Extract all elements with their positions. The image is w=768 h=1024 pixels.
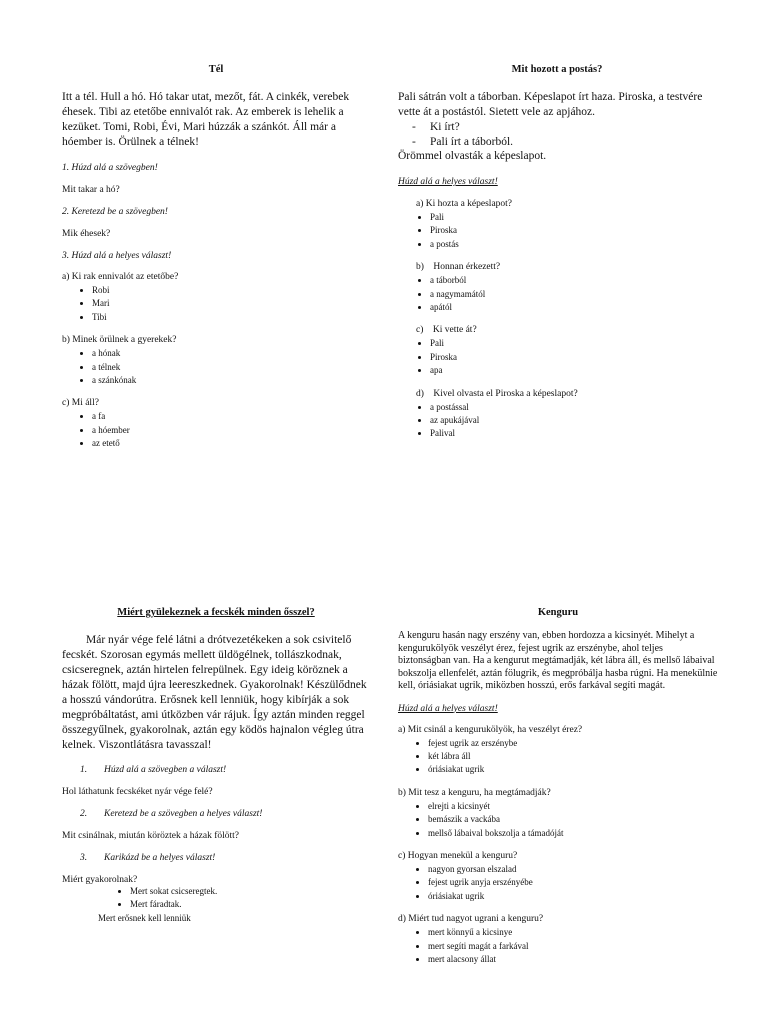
reading-text: A kenguru hasán nagy erszény van, ebben hordozza a kicsinyét. Mihelyt a kengurukölyök veszélyt érez, fejest ugrik az erszénybe, ahol teljes biztonságban van. Ha a kengurut megtámadják, két lábra áll, és mellső lábaival bokszolja ellenfelét, aztán fölugrik, és megpróbálja hasba rúgni. Ha menekülnie kell, óriásiakat ugrik, miközben hosszú, erős farkával segíti magát. [398, 630, 718, 691]
option: • a nagymamától [430, 288, 716, 301]
option-list [416, 274, 716, 314]
option-list [62, 410, 370, 450]
option-list [62, 347, 370, 387]
option: • elrejti a kicsinyét [428, 800, 718, 813]
question: Miért gyakorolnak? [62, 875, 138, 885]
option-list [398, 926, 718, 966]
option-list [398, 863, 718, 903]
option: • Piroska [430, 351, 716, 364]
section-fecskek [62, 607, 370, 925]
option: • fejest ugrik anyja erszényébe [428, 876, 718, 889]
option-list [398, 737, 718, 777]
question: Mik éhesek? [62, 229, 111, 239]
option: • a fa [92, 410, 370, 423]
question: b) Mit tesz a kenguru, ha megtámadják? [398, 787, 551, 798]
question-block [62, 398, 370, 450]
section-postas [398, 64, 716, 441]
option: • a postással [430, 401, 716, 414]
task-instruction: 3. Húzd alá a helyes választ! [62, 251, 172, 261]
question-block [398, 325, 716, 377]
option: • Mert sokat csicseregtek. [130, 885, 370, 898]
option: Mert erősnek kell lenniük [98, 912, 191, 923]
reading-text: Pali sátrán volt a táborban. Képeslapot írt haza. Piroska, a testvére vette át a postástól. Sietett vele az apjához. [398, 91, 703, 118]
reading-text: Örömmel olvasták a képeslapot. [398, 150, 547, 162]
section-title: Mit hozott a postás? [511, 64, 603, 75]
option: • Tibi [92, 311, 370, 324]
question: c) Ki vette át? [416, 325, 477, 336]
task-text: Húzd alá a szövegben a választ! [104, 765, 227, 775]
option: • a hóember [92, 424, 370, 437]
option: • bemászik a vackába [428, 813, 718, 826]
question-block [398, 262, 716, 314]
question-block [398, 199, 716, 251]
question: d) Miért tud nagyot ugrani a kenguru? [398, 914, 544, 925]
option: • apa [430, 364, 716, 377]
option: • Pali [430, 211, 716, 224]
option: • Pali [430, 337, 716, 350]
question: Mit takar a hó? [62, 185, 120, 195]
reading-text: Itt a tél. Hull a hó. Hó takar utat, mezőt, fát. A cinkék, verebek éhesek. Tibi az etetőbe ennivalót rak. Az emberek is lehelik a kezüket. Tomi, Robi, Évi, Mari húzzák a szánkót. Áll már a hóember is. Örülnek a télnek! [62, 91, 350, 148]
option: • óriásiakat ugrik [428, 763, 718, 776]
task-instruction: 2. Keretezd be a szövegben! [62, 207, 168, 217]
question: b) Honnan érkezett? [416, 262, 501, 273]
option: • az apukájával [430, 414, 716, 427]
option-list [416, 337, 716, 377]
option: • Mert fáradtak. [130, 898, 370, 911]
question: Mit csinálnak, miután köröztek a házak fölött? [62, 831, 240, 841]
question: b) Minek örülnek a gyerekek? [62, 335, 177, 346]
question-block [398, 389, 716, 441]
option: • két lábra áll [428, 750, 718, 763]
task-text: Karikázd be a helyes választ! [104, 853, 216, 863]
task-number: 2. [80, 809, 88, 819]
section-kenguru [398, 607, 718, 966]
task-instruction [62, 765, 370, 775]
option: • a hónak [92, 347, 370, 360]
task-instruction [62, 853, 370, 863]
dialog-line: - Pali írt a táborból. [412, 135, 716, 150]
option: • mert segíti magát a farkával [428, 940, 718, 953]
option: • óriásiakat ugrik [428, 890, 718, 903]
question: a) Ki rak ennivalót az etetőbe? [62, 272, 179, 282]
option: • fejest ugrik az erszénybe [428, 737, 718, 750]
option-list [62, 284, 370, 324]
task-text: Keretezd be a szövegben a helyes választ! [104, 809, 263, 819]
option: • Piroska [430, 224, 716, 237]
option: • Robi [92, 284, 370, 297]
option: • az etető [92, 437, 370, 450]
option: • Palival [430, 427, 716, 440]
task-instruction [62, 809, 370, 819]
question: d) Kivel olvasta el Piroska a képeslapot? [416, 388, 578, 399]
question-block [398, 725, 718, 777]
option: • mellső lábaival bokszolja a támadóját [428, 827, 718, 840]
section-tel [62, 64, 370, 451]
question: a) Ki hozta a képeslapot? [416, 199, 513, 209]
task-instruction: Húzd alá a helyes választ! [398, 177, 498, 187]
dialog-line: - Ki írt? [412, 120, 716, 135]
question-block [398, 788, 718, 840]
option: • mert alacsony állat [428, 953, 718, 966]
option-list [62, 885, 370, 912]
question: c) Hogyan menekül a kenguru? [398, 850, 518, 861]
task-number: 3. [80, 853, 88, 863]
option-list [416, 211, 716, 251]
reading-text: Már nyár vége felé látni a drótvezetékeken a sok csivitelő fecskét. Szorosan egymás mellett üldögélnek, tollászkodnak, csicseregnek, aztán hirtelen felrepülnek. Egy ideig köröznek a házak fölött, majd újra leereszkednek. Gyakorolnak! Készülődnek a hosszú vándorútra. Erősnek kell lenniük, hogy kibírják a sok megpróbáltatást, ami útközben vár rájuk. Így aztán minden reggel összegyűlnek, gyakorolnak, aztán egy ködös hajnalon végleg útra kelnek. Viszontlátásra tavasszal! [62, 634, 367, 751]
option: • a szánkónak [92, 374, 370, 387]
option: • mert könnyű a kicsinye [428, 926, 718, 939]
question-block [62, 335, 370, 387]
section-title: Tél [208, 64, 224, 75]
option: • a postás [430, 238, 716, 251]
option: • apától [430, 301, 716, 314]
question: Hol láthatunk fecskéket nyár vége felé? [62, 787, 213, 797]
question-block [62, 272, 370, 324]
question: c) Mi áll? [62, 398, 99, 409]
option: • nagyon gyorsan elszalad [428, 863, 718, 876]
task-instruction: Húzd alá a helyes választ! [398, 703, 498, 714]
option: • a télnek [92, 361, 370, 374]
question: a) Mit csinál a kengurukölyök, ha veszélyt érez? [398, 724, 583, 735]
option-list [416, 401, 716, 441]
section-title: Miért gyülekeznek a fecskék minden ősszel? [117, 607, 315, 618]
question-block [398, 914, 718, 966]
option-list [398, 800, 718, 840]
task-instruction: 1. Húzd alá a szövegben! [62, 163, 158, 173]
option: • Mari [92, 297, 370, 310]
section-title: Kenguru [537, 607, 579, 618]
option: • a táborból [430, 274, 716, 287]
question-block [398, 851, 718, 903]
dialog-list [398, 120, 716, 149]
task-number: 1. [80, 765, 88, 775]
